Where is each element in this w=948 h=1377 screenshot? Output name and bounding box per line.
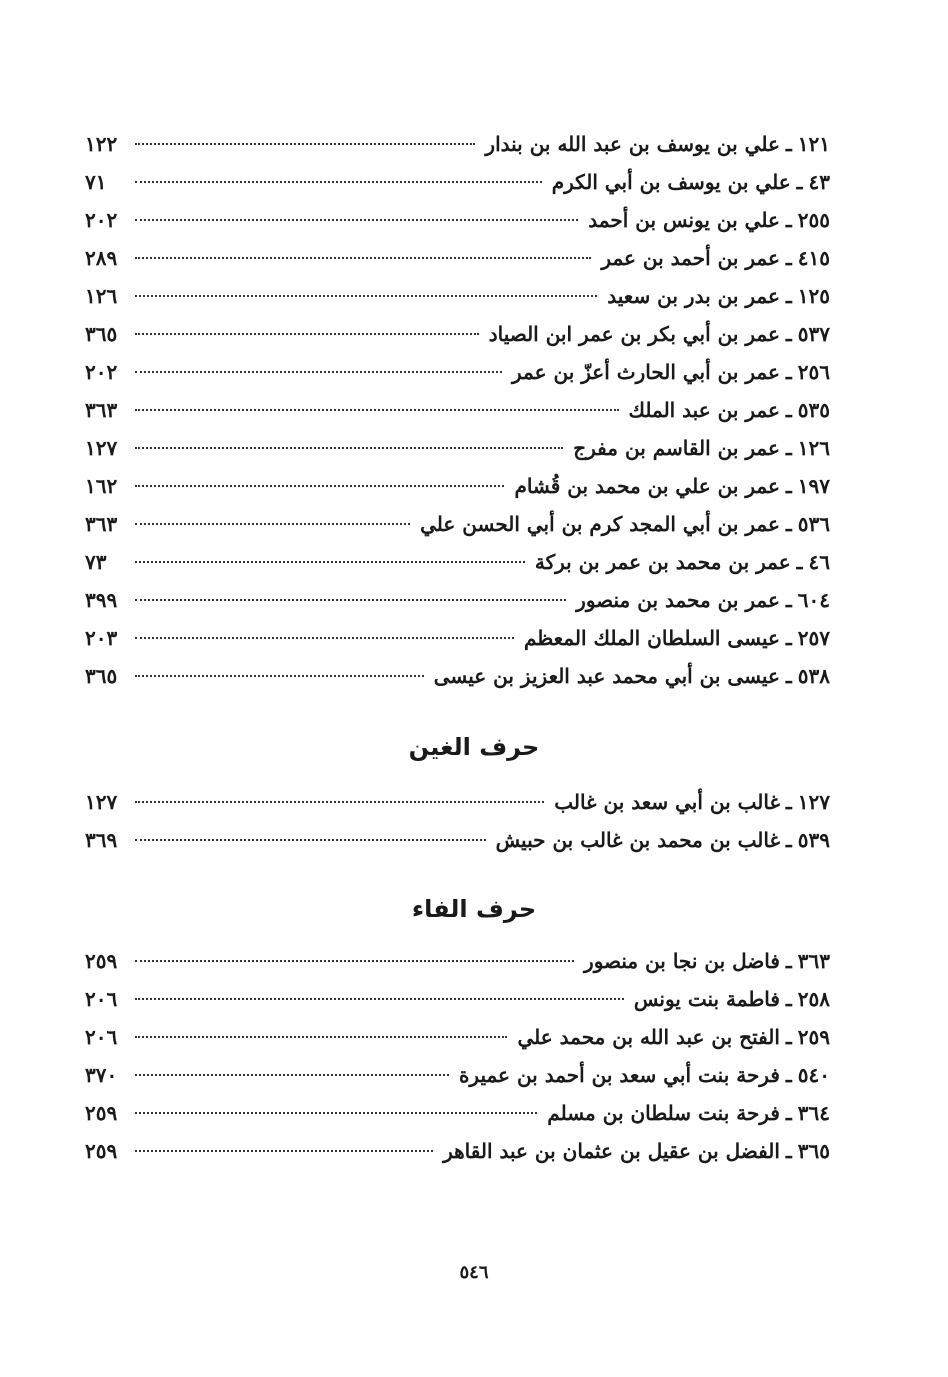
leader-dots [135, 959, 574, 962]
index-entry [85, 543, 830, 581]
entry-page: ٣٦٣ [85, 512, 118, 536]
leader-dots [135, 1035, 507, 1038]
entry-page: ٢٨٩ [85, 246, 118, 270]
entry-page: ١٢٦ [85, 284, 118, 308]
entry-name: علي بن يونس بن أحمد [588, 208, 780, 232]
leader-dots [135, 1149, 433, 1152]
leader-dots [135, 294, 597, 297]
entry-page: ٢٠٢ [85, 208, 118, 232]
index-entry [85, 1056, 830, 1094]
entry-separator: ـ [796, 170, 803, 194]
page-number: ٥٤٦ [459, 1262, 489, 1283]
entry-separator: ـ [796, 550, 803, 574]
leader-dots [135, 408, 619, 411]
index-entry [85, 783, 830, 821]
leader-dots [135, 370, 502, 373]
entry-number: ٣٦٤ [797, 1101, 830, 1125]
entry-name: فاضل بن نجا بن منصور [584, 949, 780, 973]
entry-separator: ـ [785, 1139, 792, 1163]
entry-number: ٥٣٧ [797, 322, 830, 346]
entry-page: ٣٦٣ [85, 398, 118, 422]
entry-page: ١٢٧ [85, 436, 118, 460]
entry-page: ١٢٧ [85, 790, 118, 814]
entry-page: ٢٠٣ [85, 626, 118, 650]
entry-page: ٢٠٦ [85, 987, 118, 1011]
entry-name: عمر بن أبي المجد كرم بن أبي الحسن علي [420, 512, 780, 536]
entry-name: عمر بن القاسم بن مفرج [573, 436, 780, 460]
entry-separator: ـ [785, 208, 792, 232]
index-entry [85, 125, 830, 163]
entry-separator: ـ [785, 284, 792, 308]
entry-number: ٥٣٩ [797, 828, 830, 852]
entry-name: عمر بن عبد الملك [628, 398, 780, 422]
leader-dots [135, 446, 563, 449]
entry-number: ٤٦ [808, 550, 830, 574]
leader-dots [135, 997, 624, 1000]
leader-dots [135, 1111, 537, 1114]
entry-name: عمر بن أبي بكر بن عمر ابن الصياد [488, 322, 780, 346]
index-entry [85, 239, 830, 277]
index-entry [85, 821, 830, 859]
entry-name: عمر بن محمد بن منصور [576, 588, 780, 612]
index-entry [85, 657, 830, 695]
entry-separator: ـ [785, 246, 792, 270]
entry-page: ٧١ [85, 170, 107, 194]
entry-number: ١٢٦ [797, 436, 830, 460]
entry-page: ٣٩٩ [85, 588, 118, 612]
entry-separator: ـ [785, 588, 792, 612]
index-entry [85, 429, 830, 467]
entry-number: ٢٥٥ [797, 208, 830, 232]
entry-page: ١٢٢ [85, 132, 118, 156]
index-entry [85, 1094, 830, 1132]
entry-name: عمر بن بدر بن سعيد [607, 284, 780, 308]
entry-separator: ـ [785, 398, 792, 422]
index-entry [85, 163, 830, 201]
entry-page: ٢٥٩ [85, 1101, 118, 1125]
entry-page: ٣٦٥ [85, 664, 118, 688]
index-entry [85, 201, 830, 239]
entry-number: ٥٣٥ [797, 398, 830, 422]
index-entry [85, 353, 830, 391]
entry-name: عمر بن أحمد بن عمر [601, 246, 780, 270]
entry-page: ٢٠٢ [85, 360, 118, 384]
index-entry [85, 467, 830, 505]
entry-name: فرحة بنت أبي سعد بن أحمد بن عميرة [458, 1063, 780, 1087]
entry-separator: ـ [785, 132, 792, 156]
entry-name: عيسى السلطان الملك المعظم [523, 626, 780, 650]
entry-page: ١٦٢ [85, 474, 118, 498]
entry-separator: ـ [785, 322, 792, 346]
entry-number: ١٢١ [797, 132, 830, 156]
entry-page: ٧٣ [85, 550, 107, 574]
entry-separator: ـ [785, 360, 792, 384]
index-entry [85, 619, 830, 657]
leader-dots [135, 1073, 449, 1076]
entry-name: فرحة بنت سلطان بن مسلم [547, 1101, 780, 1125]
entry-number: ٥٤٠ [797, 1063, 830, 1087]
leader-dots [135, 636, 514, 639]
entry-separator: ـ [785, 626, 792, 650]
entry-page: ٣٦٥ [85, 322, 118, 346]
leader-dots [135, 218, 578, 221]
entry-number: ٥٣٦ [797, 512, 830, 536]
entry-number: ٥٣٨ [797, 664, 830, 688]
entry-number: ٣٦٥ [797, 1139, 830, 1163]
entry-number: ٦٠٤ [797, 588, 830, 612]
entry-page: ٢٠٦ [85, 1025, 118, 1049]
index-entry [85, 391, 830, 429]
entry-page: ٢٥٩ [85, 1139, 118, 1163]
entry-name: عمر بن علي بن محمد بن قُشام [514, 474, 780, 498]
section-heading-fa: حرف الفاء [411, 895, 537, 923]
entry-separator: ـ [785, 664, 792, 688]
leader-dots [135, 838, 486, 841]
section-ghayn-list [85, 783, 830, 859]
entry-name: فاطمة بنت يونس [633, 987, 780, 1011]
entry-name: علي بن يوسف بن عبد الله بن بندار [485, 132, 780, 156]
entry-name: الفضل بن عقيل بن عثمان بن عبد القاهر [443, 1139, 780, 1163]
entry-name: علي بن يوسف بن أبي الكرم [551, 170, 791, 194]
entry-number: ١٩٧ [797, 474, 830, 498]
index-entry [85, 980, 830, 1018]
entry-separator: ـ [785, 1025, 792, 1049]
leader-dots [135, 674, 424, 677]
entry-number: ٤١٥ [797, 246, 830, 270]
section-heading-ghayn: حرف الغين [408, 733, 540, 761]
entry-number: ١٢٧ [797, 790, 830, 814]
leader-dots [135, 560, 525, 563]
leader-dots [135, 142, 475, 145]
index-entry [85, 315, 830, 353]
entry-separator: ـ [785, 474, 792, 498]
leader-dots [135, 332, 479, 335]
index-entry [85, 505, 830, 543]
entry-name: عمر بن محمد بن عمر بن بركة [534, 550, 791, 574]
index-entry [85, 942, 830, 980]
entry-separator: ـ [785, 1063, 792, 1087]
entry-page: ٢٥٩ [85, 949, 118, 973]
entry-separator: ـ [785, 987, 792, 1011]
entry-name: غالب بن أبي سعد بن غالب [554, 790, 780, 814]
entry-name: عيسى بن أبي محمد عبد العزيز بن عيسى [433, 664, 780, 688]
index-entry [85, 1018, 830, 1056]
index-entry [85, 277, 830, 315]
entry-page: ٣٦٩ [85, 828, 118, 852]
section-fa-list [85, 942, 830, 1170]
entry-number: ٢٥٨ [797, 987, 830, 1011]
entry-number: ٣٦٣ [797, 949, 830, 973]
entry-number: ٤٣ [808, 170, 830, 194]
index-entry [85, 581, 830, 619]
entry-separator: ـ [785, 436, 792, 460]
leader-dots [135, 800, 544, 803]
index-entry [85, 1132, 830, 1170]
entry-name: الفتح بن عبد الله بن محمد علي [517, 1025, 780, 1049]
entry-separator: ـ [785, 949, 792, 973]
leader-dots [135, 180, 542, 183]
entry-name: غالب بن محمد بن غالب بن حبيش [495, 828, 780, 852]
entry-number: ١٢٥ [797, 284, 830, 308]
entry-separator: ـ [785, 828, 792, 852]
entry-number: ٢٥٦ [797, 360, 830, 384]
leader-dots [135, 256, 591, 259]
leader-dots [135, 522, 410, 525]
entry-name: عمر بن أبي الحارث أعزّ بن عمر [512, 360, 780, 384]
leader-dots [135, 484, 504, 487]
entry-separator: ـ [785, 790, 792, 814]
entry-number: ٢٥٩ [797, 1025, 830, 1049]
leader-dots [135, 598, 566, 601]
section-ain-list [85, 125, 830, 695]
entry-separator: ـ [785, 1101, 792, 1125]
entry-separator: ـ [785, 512, 792, 536]
entry-number: ٢٥٧ [797, 626, 830, 650]
entry-page: ٣٧٠ [85, 1063, 118, 1087]
